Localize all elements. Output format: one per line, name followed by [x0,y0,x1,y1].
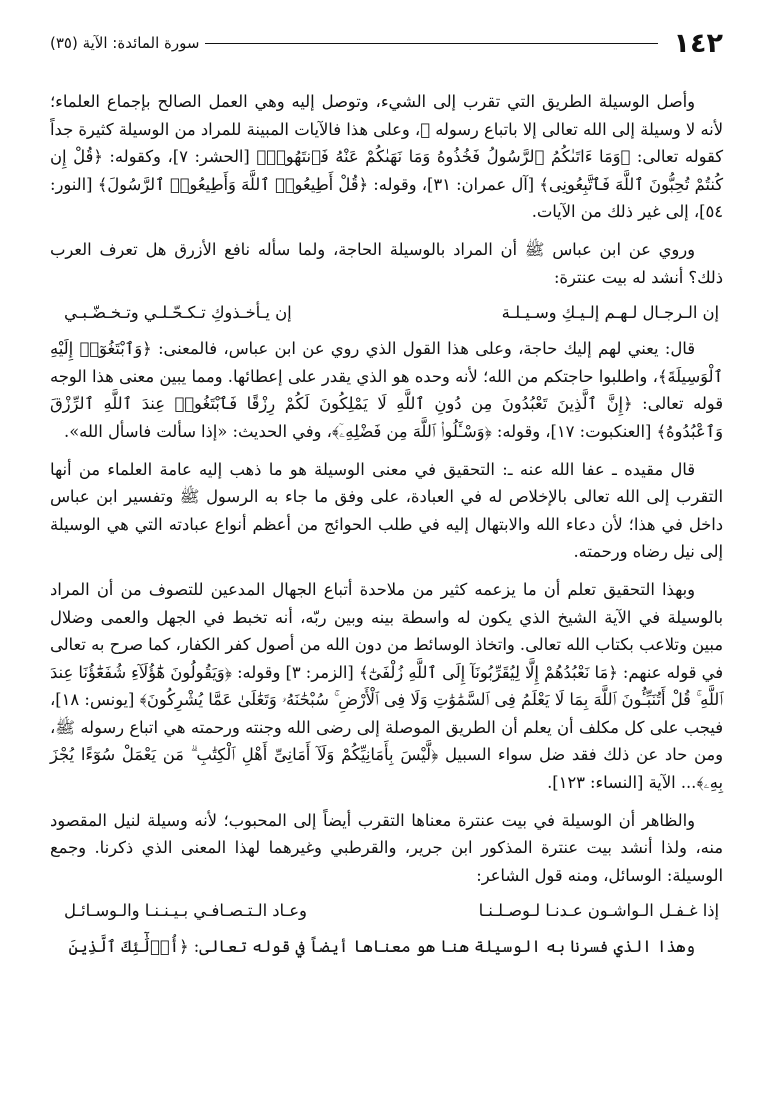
header-rule [205,43,657,44]
verse-second-hemistich: إن يـأخـذوكِ تـكـحّـلـي وتـخـضّـبـي [64,303,292,323]
paragraph-antara-meaning: والظاهر أن الوسيلة في بيت عنترة معناها التقرب أيضاً إلى المحبوب؛ لأنه وسيلة لنيل المقصود منه، ولذا أنشد بيت عنترة المذكور ابن جرير، والقرطبي وغيرهما لهذا المعنى الذي ذكرنا. وجمع الوسيلة: الوسائل، ومنه قول الشاعر: [50,810,723,885]
poetry-verse-antara [50,299,723,327]
verse-second-hemistich: وعـاد الـتـصـافـي بـيـنـنـا والـوسـائـل [64,901,307,921]
paragraph-meaning: قال: يعني لهم إليك حاجة، وعلى هذا القول الذي روي عن ابن عباس، فالمعنى: ﴿وَٱبْتَغُوٓا۟ إِلَيْهِ ٱلْوَسِيلَةَ﴾، واطلبوا حاجتكم من الله؛ لأنه وحده هو الذي يقدر على إعطائها. ومما يبين معنى هذا الوجه قوله تعالى: ﴿إِنَّ ٱلَّذِينَ تَعْبُدُونَ مِن دُونِ ٱللَّهِ لَا يَمْلِكُونَ لَكُمْ رِزْقًا فَٱبْتَغُوا۟ عِندَ ٱللَّهِ ٱلرِّزْقَ وَٱعْبُدُوهُ﴾ [العنكبوت: ١٧]، وقوله: ﴿وَسْـَٔلُوا۟ ٱللَّهَ مِن فَضْلِهِۦٓ﴾، وفي الحديث: «إذا سألت فاسأل الله». [50,339,723,441]
verse-first-hemistich: إذا غـفـل الـواشـون عـدنـا لـوصـلـنـا [478,901,719,921]
poetry-verse-wasail [50,897,723,925]
paragraph-closing: وهذا الذي فسرنا به الوسيلة هنا هو معناها أيضاً في قوله تعالى: ﴿أُو۟لَٰٓئِكَ ٱلَّذِينَ [68,937,695,957]
paragraph-tahqiq: قال مقيده ـ عفا الله عنه ـ: التحقيق في معنى الوسيلة هو ما ذهب إليه عامة العلماء من أنها التقرب إلى الله تعالى بالإخلاص له في العبادة، على وفق ما جاء به الرسول ﷺ وتفسير ابن عباس داخل في هذا؛ لأن دعاء الله والابتهال إليه في طلب الحوائج من أعظم أنواع عبادته التي هي الوسيلة إلى نيل رضاه ورحمته. [50,459,723,562]
running-title: سورة المائدة: الآية (٣٥) [50,34,200,52]
page-body [50,88,723,961]
paragraph-wasila-definition: وأصل الوسيلة الطريق التي تقرب إلى الشيء، وتوصل إليه وهي العمل الصالح بإجماع العلماء؛ لأنه لا وسيلة إلى الله تعالى إلا باتباع رسوله ﷺ، وعلى هذا فالآيات المبينة للمراد من الوسيلة كثيرة جداً كقوله تعالى: ﴿وَمَا ءَاتَىٰكُمُ ٱلرَّسُولُ فَخُذُوهُ وَمَا نَهَىٰكُمْ عَنْهُ فَٱنتَهُوا۟﴾ [الحشر: ٧]، وكقوله: ﴿قُلْ إِن كُنتُمْ تُحِبُّونَ ٱللَّهَ فَٱتَّبِعُونِى﴾ [آل عمران: ٣١]، وقوله: ﴿قُلْ أَطِيعُوا۟ ٱللَّهَ وَأَطِيعُوا۟ ٱلرَّسُولَ﴾ [النور: ٥٤]، إلى غير ذلك من الآيات. [50,92,723,222]
paragraph-ibn-abbas: وروي عن ابن عباس ﷺ أن المراد بالوسيلة الحاجة، ولما سأله نافع الأزرق هل تعرف العرب ذلك؟ أنشد له بيت عنترة: [50,239,723,287]
page-header [50,26,723,60]
page-number: ١٤٢ [673,27,723,59]
paragraph-sufi-refutation: وبهذا التحقيق تعلم أن ما يزعمه كثير من ملاحدة أتباع الجهال المدعين للتصوف من أن المراد بالوسيلة في الآية الشيخ الذي يكون له واسطة بينه وبين ربّه، أنه تخبط في الجهل والعمى وضلال مبين وتلاعب بكتاب الله تعالى. واتخاذ الوسائط من دون الله من أصول كفر الكفار، كما صرح به تعالى في قوله عنهم: ﴿مَا نَعْبُدُهُمْ إِلَّا لِيُقَرِّبُونَآ إِلَى ٱللَّهِ زُلْفَىٰٓ﴾ [الزمر: ٣] وقوله: ﴿وَيَقُولُونَ هَٰٓؤُلَآءِ شُفَعَٰٓؤُنَا عِندَ ٱللَّهِ ۚ قُلْ أَتُنَبِّـُٔونَ ٱللَّهَ بِمَا لَا يَعْلَمُ فِى ٱلسَّمَٰوَٰتِ وَلَا فِى ٱلْأَرْضِ ۚ سُبْحَٰنَهُۥ وَتَعَٰلَىٰ عَمَّا يُشْرِكُونَ﴾ [يونس: ١٨]، فيجب على كل مكلف أن يعلم أن الطريق الموصلة إلى رضى الله وجنته ورحمته هي اتباع رسوله ﷺ، ومن حاد عن ذلك فقد ضل سواء السبيل ﴿لَّيْسَ بِأَمَانِيِّكُمْ وَلَآ أَمَانِىِّ أَهْلِ ٱلْكِتَٰبِ ۗ مَن يَعْمَلْ سُوٓءًا يُجْزَ بِهِۦ﴾... الآية [النساء: ١٢٣]. [50,579,723,793]
verse-first-hemistich: إن الـرجـال لـهـم إلـيـكِ وسـيـلـة [501,303,719,323]
